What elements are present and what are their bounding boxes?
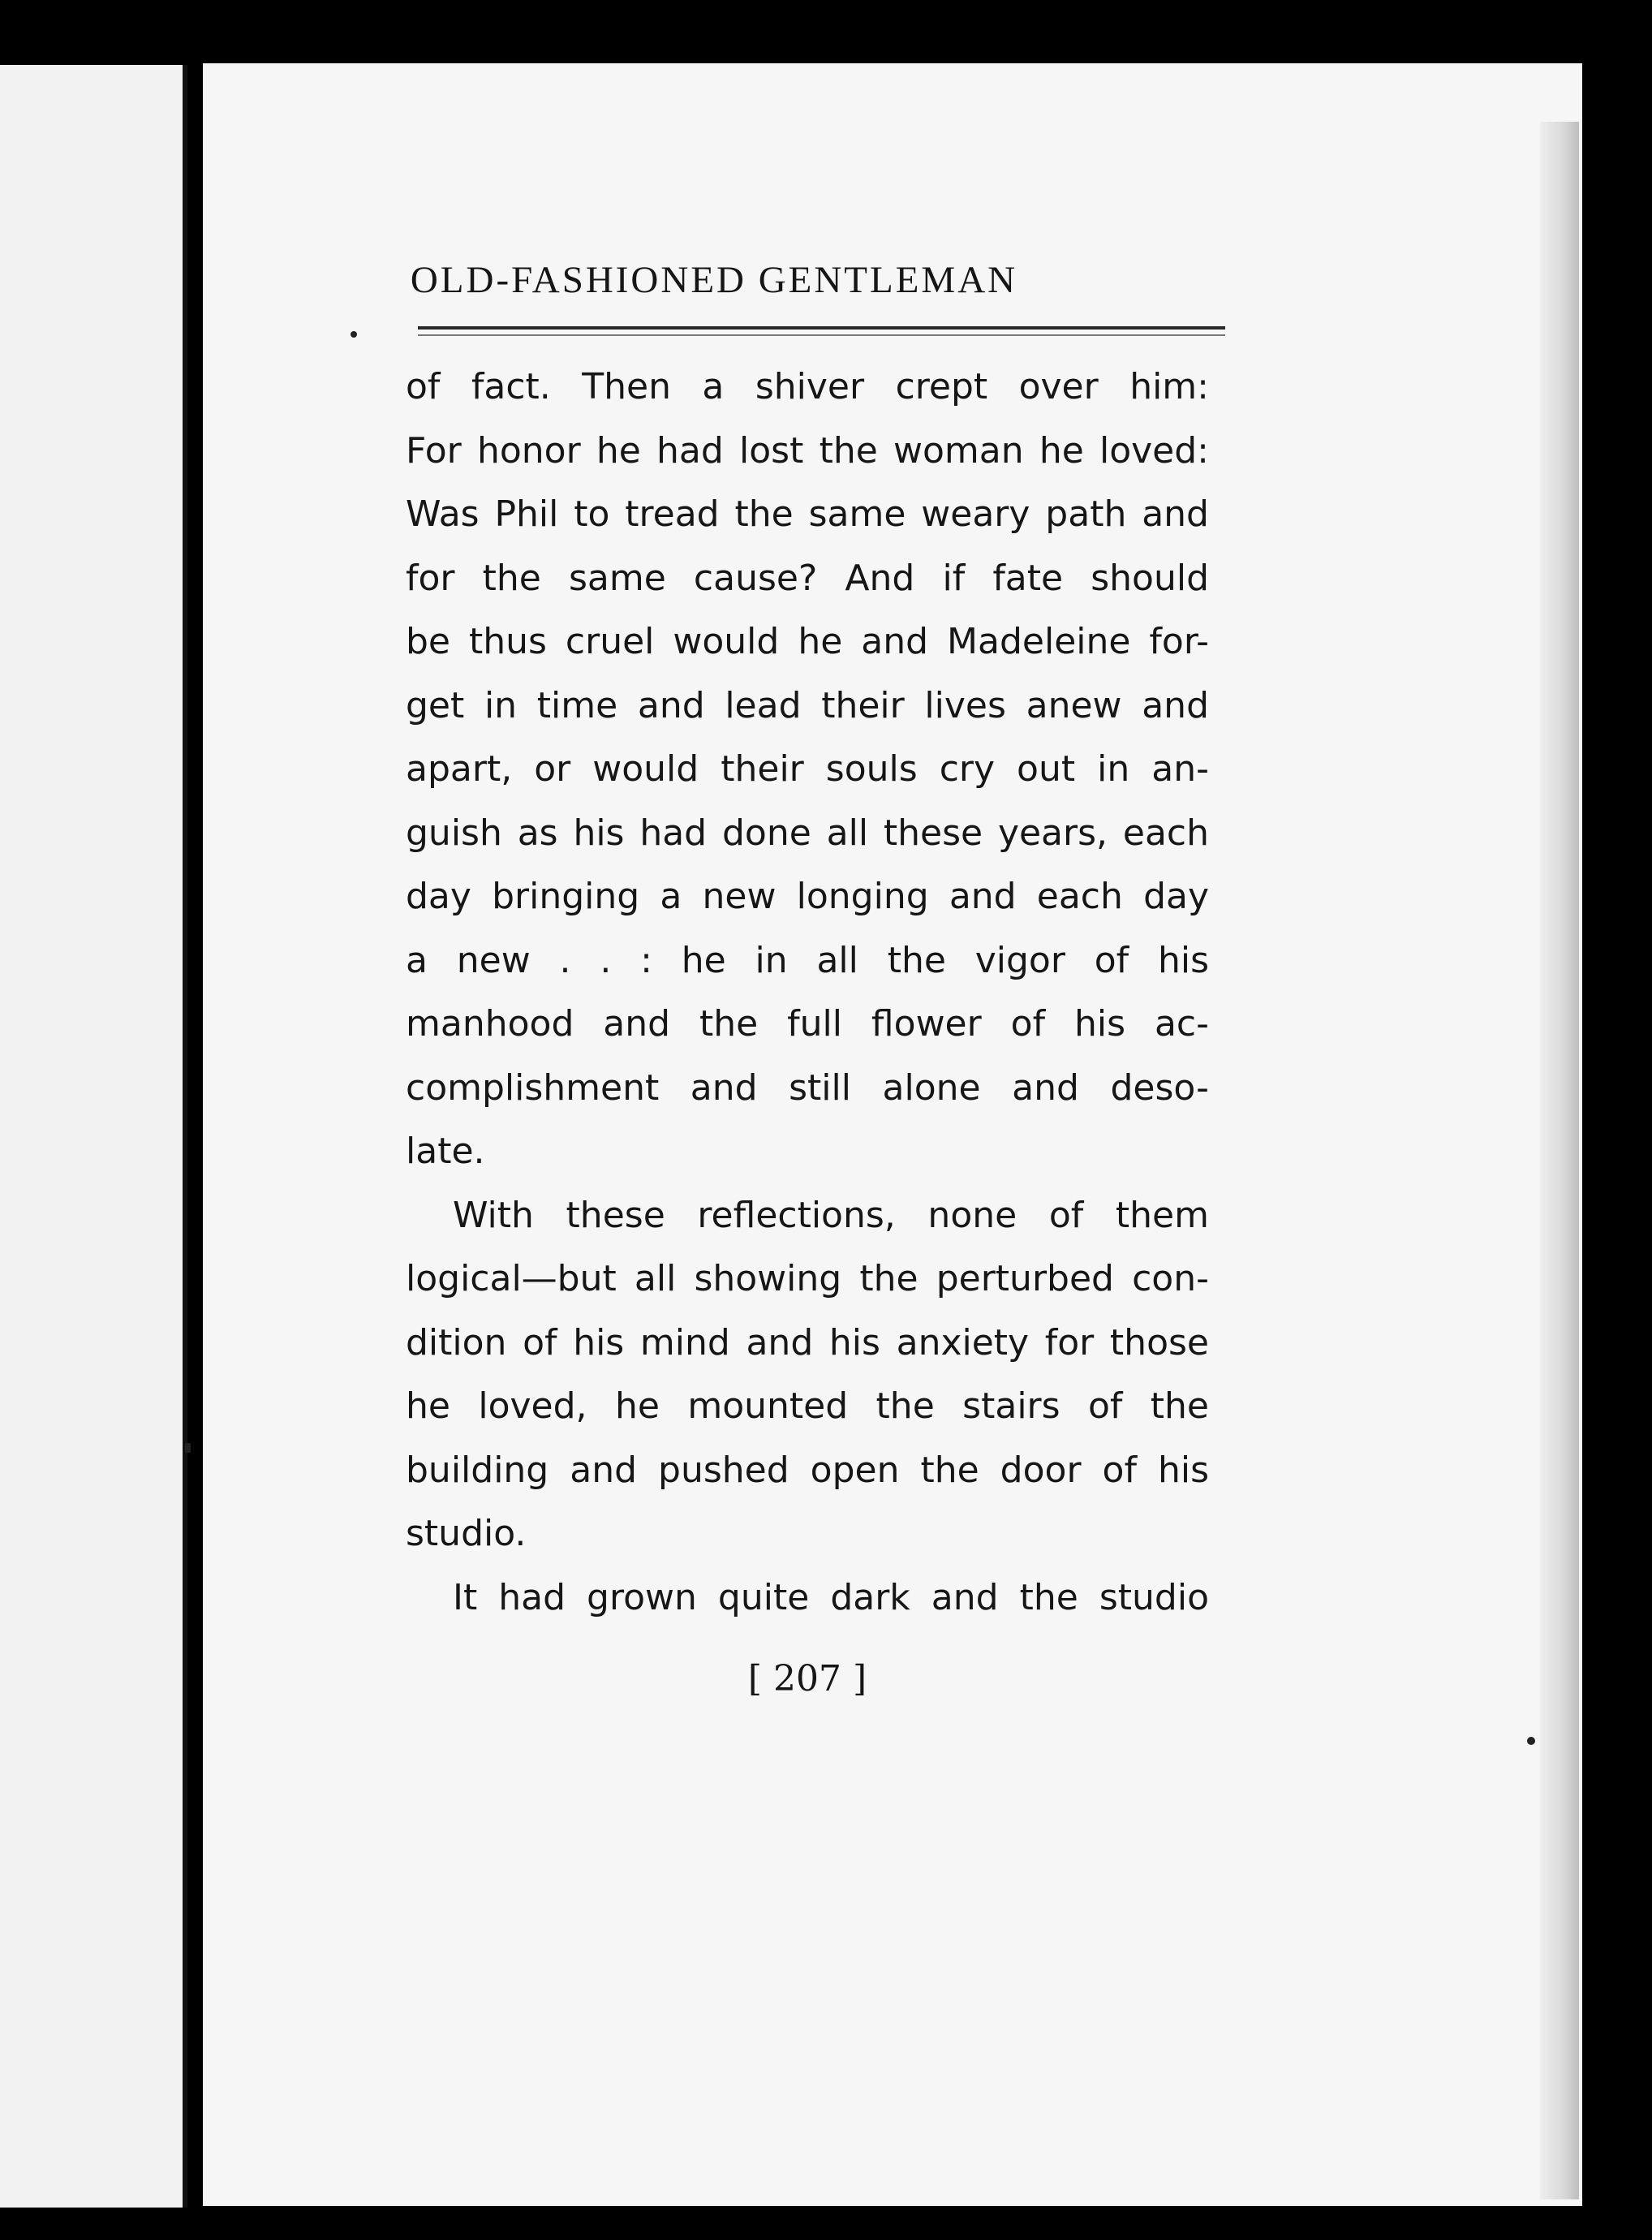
text-line: logical—but all showing the perturbed con- (406, 1258, 1209, 1299)
text-line: get in time and lead their lives anew and (406, 684, 1209, 726)
running-head: OLD-FASHIONED GENTLEMAN (410, 259, 1018, 301)
body-text (406, 355, 1209, 1630)
paragraph (406, 1566, 1209, 1630)
text-line: For honor he had lost the woman he loved: (406, 429, 1209, 472)
paragraph (406, 355, 1209, 1184)
text-line: It had grown quite dark and the studio (453, 1576, 1209, 1618)
text-line: a new . . : he in all the vigor of his (406, 939, 1209, 981)
text-line: guish as his had done all these years, each (406, 812, 1209, 854)
text-line: manhood and the full flower of his ac- (406, 1003, 1209, 1045)
page-number: [ 207 ] (747, 1658, 867, 1699)
paragraph (406, 1184, 1209, 1566)
text-line: late. (406, 1131, 485, 1172)
text-line: Was Phil to tread the same weary path and (406, 493, 1209, 535)
header-rule (418, 326, 1225, 330)
text-line: studio. (406, 1513, 527, 1554)
text-line: for the same cause? And if fate should (406, 557, 1209, 599)
text-line: of fact. Then a shiver crept over him: (406, 366, 1209, 407)
text-line: complishment and still alone and deso- (406, 1066, 1209, 1109)
page-edge-shadow (1540, 122, 1579, 2199)
header-rule-thin (418, 334, 1225, 336)
text-line: With these reflections, none of them (453, 1194, 1209, 1236)
scan-speck (351, 331, 357, 338)
text-line: day bringing a new longing and each day (406, 876, 1209, 917)
text-line: building and pushed open the door of his (406, 1449, 1209, 1491)
text-line: apart, or would their souls cry out in an- (406, 748, 1209, 790)
scan-speck (1527, 1737, 1535, 1745)
text-line: dition of his mind and his anxiety for those (406, 1321, 1209, 1363)
scan-speck (185, 1443, 191, 1453)
facing-page-edge (0, 65, 187, 2208)
text-line: be thus cruel would he and Madeleine for- (406, 621, 1209, 662)
text-line: he loved, he mounted the stairs of the (406, 1385, 1209, 1427)
